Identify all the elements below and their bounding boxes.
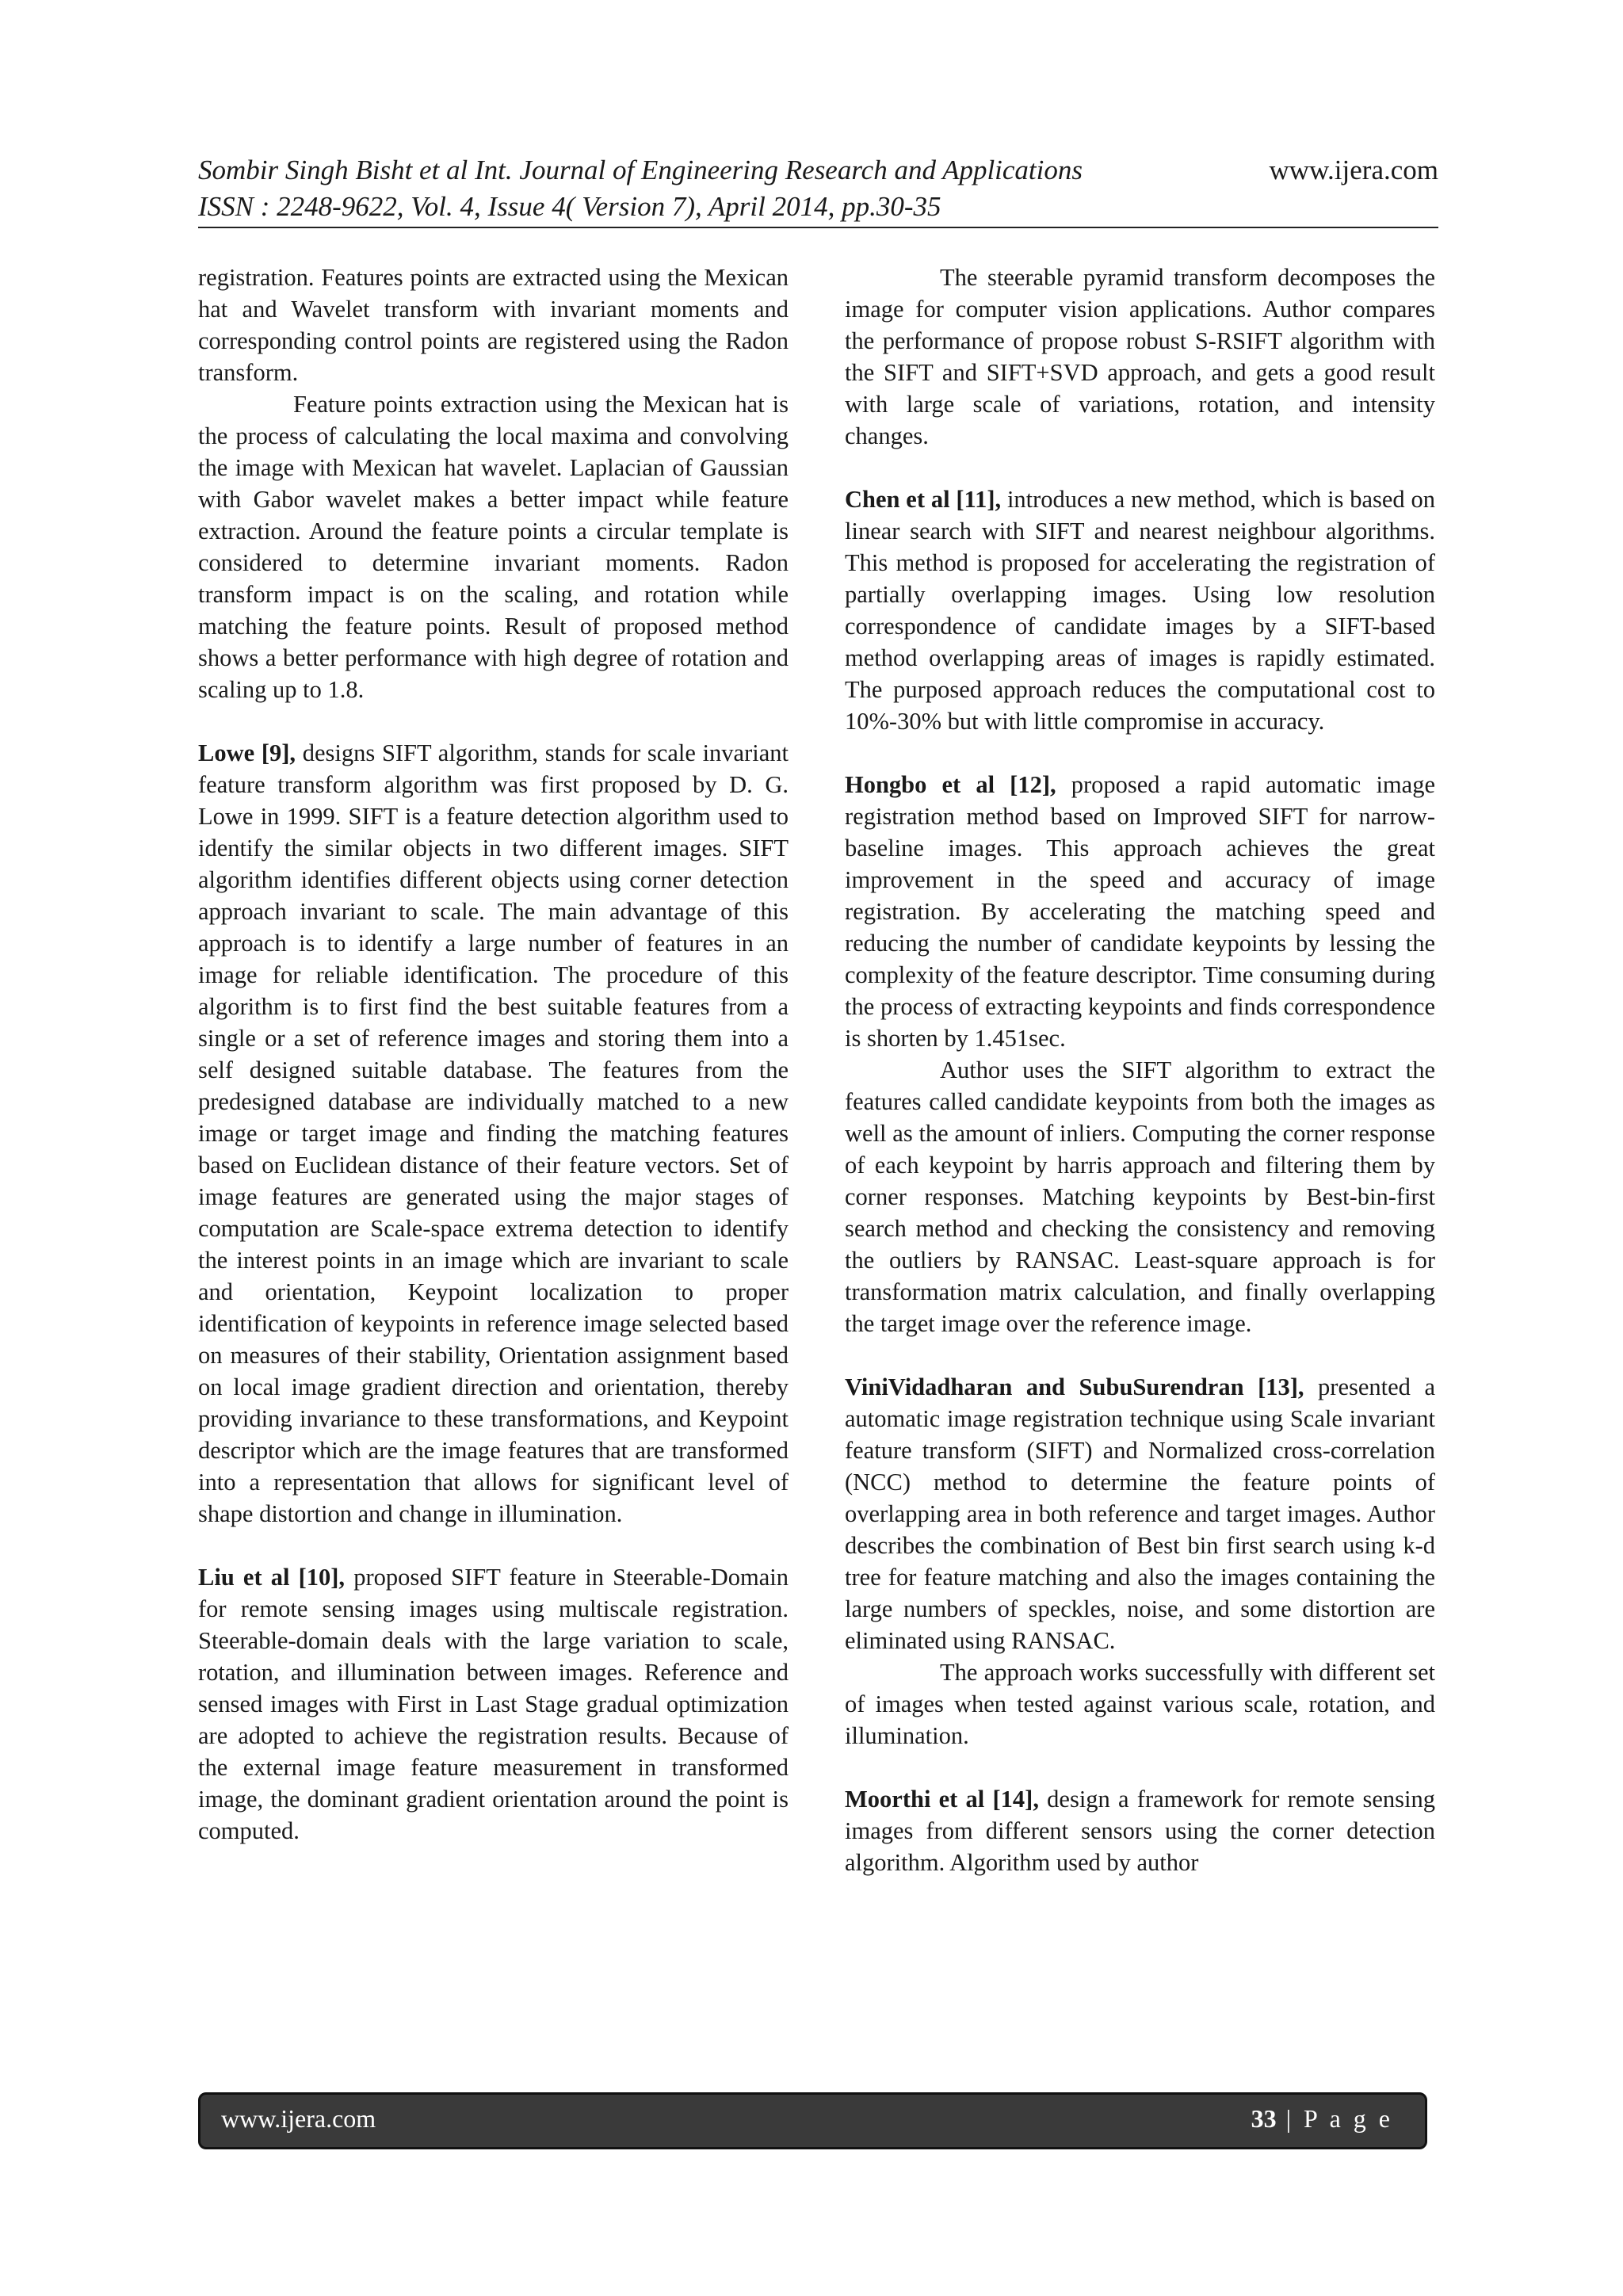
journal-citation: Sombir Singh Bisht et al Int. Journal of Engineering Research and Applications xyxy=(198,155,1083,185)
paragraph: Feature points extraction using the Mexican hat is the process of calculating the local maxima and convolving the image with Mexican hat wavelet. Laplacian of Gaussian with Gabor wavelet makes a better impact while feature extraction. Around the feature points a circular template is considered to determine invariant moments. Radon transform impact is on the scaling, and rotation while matching the feature points. Result of proposed method shows a better performance with high degree of rotation and scaling up to 1.8. xyxy=(198,391,789,703)
left-column xyxy=(198,262,789,1847)
right-column xyxy=(845,262,1435,1878)
running-header xyxy=(198,152,1438,225)
paragraph-gap xyxy=(845,1752,1435,1783)
paragraph-hongbo xyxy=(845,769,1435,1054)
paragraph: The approach works successfully with different set of images when tested against various scale, rotation, and illumination. xyxy=(845,1659,1435,1749)
header-divider xyxy=(198,227,1438,228)
reference-liu: Liu et al [10], xyxy=(198,1564,346,1591)
paragraph-liu xyxy=(198,1561,789,1847)
paragraph-gap xyxy=(845,1339,1435,1371)
reference-vini: ViniVidadharan and SubuSurendran [13], xyxy=(845,1373,1304,1400)
reference-hongbo: Hongbo et al [12], xyxy=(845,771,1056,798)
page-number-value: 33 xyxy=(1251,2104,1277,2133)
page-label: | P a g e xyxy=(1276,2104,1393,2133)
reference-lowe: Lowe [9], xyxy=(198,739,296,766)
paragraph-moorthi xyxy=(845,1783,1435,1878)
paragraph-text: introduces a new method, which is based on linear search with SIFT and nearest neighbour algorithms. This method is proposed for accelerating the registration of partially overlapping images. Using low resolution correspondence of candidate images by a SIFT-based method overlapping areas of images is rapidly estimated. The purposed approach reduces the computational cost to 10%-30% but with little compromise in accuracy. xyxy=(845,486,1435,735)
paragraph: The steerable pyramid transform decomposes the image for computer vision applications. Author compares the performance of propose robust S-RSIFT algorithm with the SIFT and SIFT+SVD approach, and gets a good result with large scale of variations, rotation, and intensity changes. xyxy=(845,264,1435,449)
paragraph: registration. Features points are extracted using the Mexican hat and Wavelet transform with invariant moments and corresponding control points are registered using the Radon transform. xyxy=(198,264,789,386)
paragraph-lowe xyxy=(198,737,789,1530)
paragraph-chen xyxy=(845,483,1435,737)
journal-website[interactable]: www.ijera.com xyxy=(1269,155,1438,185)
paragraph: Author uses the SIFT algorithm to extract the features called candidate keypoints from both the images as well as the amount of inliers. Computing the corner response of each keypoint by harris approach and filtering them by corner responses. Matching keypoints by Best-bin-first search method and checking the consistency and removing the outliers by RANSAC. Least-square approach is for transformation matrix calculation, and finally overlapping the target image over the reference image. xyxy=(845,1056,1435,1337)
paragraph-text: proposed SIFT feature in Steerable-Domain for remote sensing images using multiscale registration. Steerable-domain deals with the large variation to scale, rotation, and illumination between images. Reference and sensed images with First in Last Stage gradual optimization are adopted to achieve the registration results. Because of the external image feature measurement in transformed image, the dominant gradient orientation around the point is computed. xyxy=(198,1564,789,1844)
paragraph-text: designs SIFT algorithm, stands for scale invariant feature transform algorithm was first proposed by D. G. Lowe in 1999. SIFT is a feature detection algorithm used to identify the similar objects in two different images. SIFT algorithm identifies different objects using corner detection approach invariant to scale. The main advantage of this approach is to identify a large number of features in an image for reliable identification. The procedure of this algorithm is to first find the best suitable features from a single or a set of reference images and storing them into a self designed suitable database. The features from the predesigned database are individually matched to a new image or target image and finding the matching features based on Euclidean distance of their feature vectors. Set of image features are generated using the major stages of computation are Scale-space extrema detection to identify the interest points in an image which are invariant to scale and orientation, Keypoint localization to proper identification of keypoints in reference image selected based on measures of their stability, Orientation assignment based on local image gradient direction and orientation, thereby providing invariance to these transformations, and Keypoint descriptor which are the image features that are transformed into a representation that allows for significant level of shape distortion and change in illumination. xyxy=(198,739,789,1527)
paragraph-text: proposed a rapid automatic image registration method based on Improved SIFT for narrow-baseline images. This approach achieves the great improvement in the speed and accuracy of image registration. By accelerating the matching speed and reducing the number of candidate keypoints by lessing the complexity of the feature descriptor. Time consuming during the process of extracting keypoints and finds correspondence is shorten by 1.451sec. xyxy=(845,771,1435,1052)
page-number xyxy=(1251,2104,1393,2134)
page-footer xyxy=(198,2092,1427,2149)
paragraph-gap xyxy=(845,452,1435,483)
journal-header-line xyxy=(198,152,1438,189)
footer-url[interactable]: www.ijera.com xyxy=(221,2104,376,2133)
paragraph-gap xyxy=(198,705,789,737)
paragraph-text: design a framework for remote sensing images from different sensors using the corner detection algorithm. Algorithm used by author xyxy=(845,1786,1435,1876)
reference-chen: Chen et al [11], xyxy=(845,486,1002,513)
issn-line: ISSN : 2248-9622, Vol. 4, Issue 4( Version 7), April 2014, pp.30-35 xyxy=(198,191,941,222)
paragraph-vini xyxy=(845,1371,1435,1656)
paragraph-gap xyxy=(198,1530,789,1561)
paragraph-gap xyxy=(845,737,1435,769)
paragraph-text: presented a automatic image registration technique using Scale invariant feature transform (SIFT) and Normalized cross-correlation (NCC) method to determine the feature points of overlapping area in both reference and target images. Author describes the combination of Best bin first search using k-d tree for feature matching and also the images containing the large numbers of speckles, noise, and some distortion are eliminated using RANSAC. xyxy=(845,1373,1435,1654)
reference-moorthi: Moorthi et al [14], xyxy=(845,1786,1039,1813)
